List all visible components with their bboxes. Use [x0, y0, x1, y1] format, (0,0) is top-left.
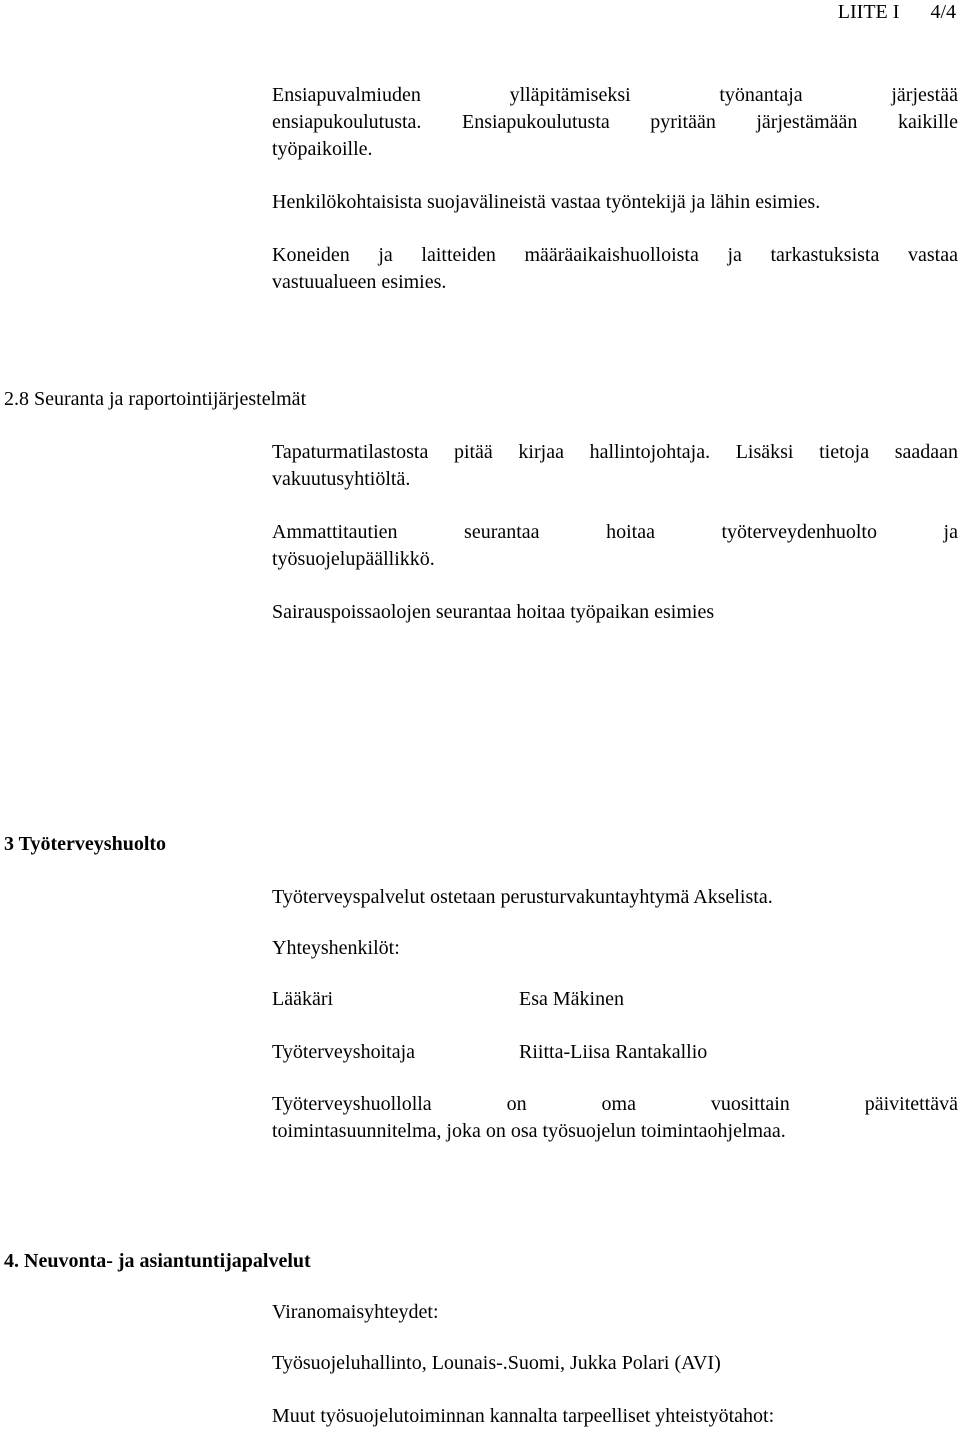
paragraph-line: työpaikoille.: [272, 138, 373, 160]
word: järjestämään: [756, 111, 858, 133]
word: saadaan: [894, 441, 958, 463]
paragraph-line: vakuutusyhtiöltä.: [272, 468, 411, 490]
paragraph-line: työsuojelupäällikkö.: [272, 548, 435, 570]
other-partners-label: Muut työsuojelutoiminnan kannalta tarpeelliset yhteistyötahot:: [272, 1405, 775, 1427]
word: Koneiden: [272, 244, 350, 266]
contact-role: Lääkäri: [272, 988, 334, 1010]
word: päivitettävä: [864, 1093, 958, 1115]
paragraph-line: [272, 109, 958, 136]
word: hallintojohtaja.: [589, 441, 711, 463]
page-header: [812, 0, 956, 24]
word: tarkastuksista: [770, 244, 880, 266]
word: Ensiapukoulutusta: [461, 111, 610, 133]
word: järjestää: [891, 84, 958, 106]
word: Työterveyshuollolla: [272, 1093, 432, 1115]
paragraph-occupational-health-services: Työterveyspalvelut ostetaan perusturvakuntayhtymä Akselista.: [272, 886, 773, 908]
word: Ensiapuvalmiuden: [272, 84, 421, 106]
paragraph-action-plan: [272, 1091, 958, 1145]
appendix-label: LIITE I: [837, 1, 900, 23]
paragraph-occupational-diseases: [272, 519, 958, 573]
word: vastaa: [907, 244, 958, 266]
paragraph-line: [272, 519, 958, 546]
word: Lisäksi: [735, 441, 794, 463]
word: Tapaturmatilastosta: [272, 441, 429, 463]
word: työnantaja: [719, 84, 803, 106]
contact-name: Esa Mäkinen: [519, 988, 624, 1010]
section-heading-2-8: 2.8 Seuranta ja raportointijärjestelmät: [4, 388, 307, 410]
contact-row: [272, 1039, 708, 1066]
word: ja: [378, 244, 393, 266]
authority-contacts-label: Viranomaisyhteydet:: [272, 1301, 439, 1323]
word: määräaikaishuolloista: [524, 244, 699, 266]
word: ylläpitämiseksi: [509, 84, 631, 106]
word: on: [506, 1093, 527, 1115]
word: laitteiden: [421, 244, 496, 266]
word: ensiapukoulutusta.: [272, 111, 422, 133]
word: seurantaa: [464, 521, 540, 543]
authority-contact-line: Työsuojeluhallinto, Lounais-.Suomi, Jukka Polari (AVI): [272, 1352, 721, 1374]
section-heading-4: 4. Neuvonta- ja asiantuntijapalvelut: [4, 1250, 311, 1272]
page-number: 4/4: [930, 1, 956, 23]
contacts-label: Yhteyshenkilöt:: [272, 937, 400, 959]
contact-row: [272, 986, 624, 1013]
contact-name: Riitta-Liisa Rantakallio: [519, 1041, 708, 1063]
paragraph-first-aid: [272, 82, 958, 163]
paragraph-machine-maintenance: [272, 242, 958, 296]
section-heading-3: 3 Työterveyshuolto: [4, 833, 167, 855]
paragraph-line: [272, 439, 958, 466]
word: ja: [943, 521, 958, 543]
word: pyritään: [650, 111, 716, 133]
paragraph-line: vastuualueen esimies.: [272, 271, 447, 293]
paragraph-protective-equipment: Henkilökohtaisista suojavälineistä vastaa työntekijä ja lähin esimies.: [272, 191, 821, 213]
paragraph-line: [272, 82, 958, 109]
word: oma: [601, 1093, 636, 1115]
word: Ammattitautien: [272, 521, 398, 543]
word: hoitaa: [606, 521, 655, 543]
paragraph-line: [272, 1091, 958, 1118]
contact-role: Työterveyshoitaja: [272, 1041, 415, 1063]
word: kirjaa: [518, 441, 564, 463]
word: tietoja: [819, 441, 870, 463]
paragraph-line: toimintasuunnitelma, joka on osa työsuojelun toimintaohjelmaa.: [272, 1120, 786, 1142]
paragraph-sick-leave: Sairauspoissaolojen seurantaa hoitaa työpaikan esimies: [272, 601, 715, 623]
word: pitää: [453, 441, 493, 463]
word: vuosittain: [710, 1093, 790, 1115]
paragraph-accident-statistics: [272, 439, 958, 493]
word: ja: [727, 244, 742, 266]
word: kaikille: [897, 111, 958, 133]
word: työterveydenhuolto: [721, 521, 877, 543]
paragraph-line: [272, 242, 958, 269]
